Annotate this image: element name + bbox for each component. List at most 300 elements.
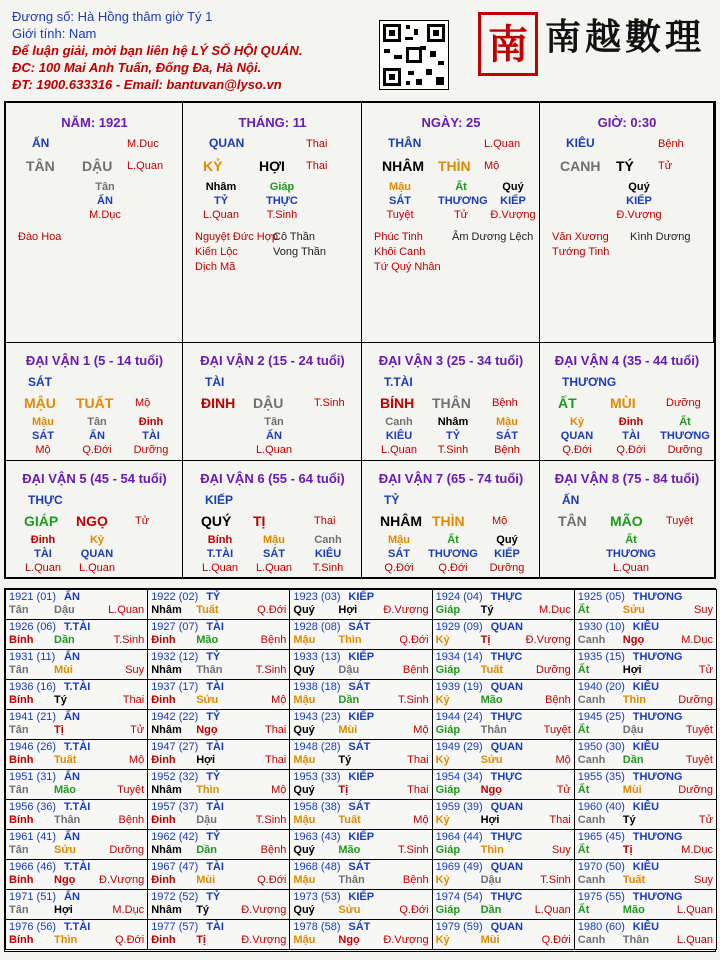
year-branch: Hợi [480,814,500,826]
year-stage: Dưỡng [109,844,145,856]
year-god: SÁT [348,861,371,873]
year-label: 1979 (59) [435,921,483,933]
year-stem: Ất [577,904,590,916]
year-branch: Ngọ [338,934,360,946]
luck-hidden: Ất [679,416,691,428]
year-god: TỶ [206,771,221,783]
year-stem: Quý [293,904,315,916]
year-branch: Tị [54,724,64,736]
pillar-cell [540,103,714,343]
annual-years-grid [4,588,716,952]
year-branch: Ngọ [54,874,76,886]
year-stage: Mộ [555,754,571,766]
luck-title: ĐẠI VẬN 1 (5 - 14 tuổi) [25,353,164,368]
year-stem: Nhâm [151,784,182,796]
year-branch: Dần [196,844,217,856]
pillar-cell [362,103,540,343]
year-branch: Ngọ [622,634,645,646]
year-stem: Nhâm [151,904,182,916]
luck-god: T.TÀI [384,375,413,389]
luck-stage: Bệnh [492,397,518,409]
year-stem: Canh [577,814,606,826]
qr-code-icon [379,20,449,90]
year-god: KIẾP [348,831,375,843]
year-branch: Hợi [196,754,216,766]
year-branch: Thân [480,724,507,736]
year-branch: Dậu [480,874,502,886]
year-label: 1943 (23) [293,711,341,723]
luck-hidden: L.Quan [78,562,116,574]
year-branch: Thìn [622,694,647,706]
year-stem: Canh [577,754,606,766]
year-branch: Sửu [54,844,77,856]
pillar-hidden-stem: Giáp [269,181,295,193]
luck-hidden: Nhâm [437,416,469,428]
year-branch: Mùi [622,784,642,796]
year-god: THỰC [490,651,523,663]
year-cell [147,859,290,890]
luck-stem: BÍNH [380,395,415,411]
year-god: KIẾP [348,651,375,663]
pillar-title: GIỜ: 0:30 [597,115,657,130]
year-god: KIÊU [632,741,660,753]
pillar-hidden-god: KIẾP [626,195,652,207]
luck-title: ĐẠI VẬN 2 (15 - 24 tuổi) [200,353,345,368]
year-cell [574,769,717,800]
year-label: 1959 (39) [435,801,483,813]
year-label: 1964 (44) [435,831,483,843]
year-stem: Bính [9,814,34,826]
year-stem: Kỷ [435,634,450,646]
pillar-cell [6,103,183,343]
pillar-cell [183,103,362,343]
year-stem: Mậu [293,694,316,706]
pillar-god: THÂN [388,136,422,150]
year-label: 1970 (50) [577,861,625,873]
year-stage: Tuyệt [543,724,571,736]
year-stem: Đinh [151,754,176,766]
luck-branch: MÃO [610,513,643,529]
year-god: TÀI [206,621,224,633]
luck-hidden: Canh [314,534,342,546]
year-label: 1931 (11) [9,651,56,663]
year-stage: T.Sinh [398,844,429,856]
year-god: TÀI [206,921,224,933]
pillar-star: Âm Dương Lệch [452,231,534,243]
year-stage: L.Quan [676,934,713,946]
year-god: ẤN [64,891,80,903]
year-branch: Tị [196,934,206,946]
year-stem: Mậu [293,874,316,886]
year-stage: Mộ [271,784,287,796]
year-stage: Bệnh [402,664,429,676]
year-cell [574,589,717,620]
year-cell [147,919,290,950]
year-god: SÁT [348,801,371,813]
year-label: 1963 (43) [293,831,341,843]
year-god: SÁT [348,741,371,753]
year-label: 1946 (26) [9,741,57,753]
year-god: ẤN [64,651,80,663]
year-branch: Tý [622,814,636,826]
year-cell [432,769,575,800]
year-stem: Canh [577,634,606,646]
year-god: TỶ [206,831,221,843]
year-branch: Hợi [338,604,358,616]
year-label: 1930 (10) [577,621,625,633]
year-cell [574,889,717,920]
year-label: 1950 (30) [577,741,625,753]
pillar-stem-stage: Bệnh [658,138,684,150]
year-branch: Mão [622,904,645,916]
year-branch: Dần [622,754,644,766]
year-stage: Q.Đới [114,934,145,946]
year-stage: Thai [407,754,429,766]
year-label: 1980 (60) [577,921,625,933]
year-label: 1969 (49) [435,861,483,873]
year-stem: Canh [577,874,606,886]
pillar-hidden-god: TỶ [213,195,229,207]
year-label: 1938 (18) [293,681,341,693]
luck-hidden: T.Sinh [312,562,344,574]
luck-hidden: QUAN [560,430,594,442]
luck-hidden: Ất [447,534,459,546]
year-branch: Tý [54,694,67,706]
luck-branch: DẬU [253,395,284,411]
year-cell [432,649,575,680]
year-branch: Tuất [196,604,219,616]
year-label: 1929 (09) [435,621,483,633]
pillar-god: ẤN [32,136,50,150]
year-god: THƯƠNG [632,771,683,783]
luck-hidden: Bính [207,534,233,546]
year-cell [147,739,290,770]
year-label: 1957 (37) [151,801,199,813]
year-cell [5,679,148,710]
year-stem: Nhâm [151,724,182,736]
year-branch: Tý [480,604,494,616]
year-branch: Dậu [54,604,75,616]
year-cell [147,589,290,620]
year-stage: Suy [551,844,571,856]
pillar-stem-stage: M.Dục [127,138,159,150]
year-god: TỶ [206,591,221,603]
year-label: 1945 (25) [577,711,625,723]
luck-cycle-cell [362,461,540,579]
year-label: 1953 (33) [293,771,341,783]
year-stage: Q.Đới [399,904,429,916]
luck-branch: NGỌ [76,513,108,529]
year-god: ẤN [64,771,80,783]
year-cell [432,829,575,860]
brand-title: 南越數理 [545,16,706,58]
year-stage: Tử [698,814,713,826]
year-cell [5,769,148,800]
year-cell [5,709,148,740]
luck-stage: Tuyệt [666,515,694,527]
luck-cycle-cell [6,343,183,461]
year-label: 1956 (36) [9,801,57,813]
year-stem: Quý [293,664,315,676]
luck-hidden: KIẾP [494,548,520,560]
year-stem: Ất [577,844,590,856]
year-god: SÁT [348,621,371,633]
year-stage: Đ.Vượng [383,604,429,616]
luck-hidden: Đinh [138,416,164,428]
year-cell [289,799,432,830]
year-cell [147,769,290,800]
year-branch: Tuất [54,754,77,766]
year-god: T.TÀI [64,861,91,873]
luck-hidden: Mậu [388,534,410,546]
owner-info [12,8,342,93]
year-branch: Mão [54,784,76,796]
year-branch: Hợi [622,664,642,676]
year-label: 1952 (32) [151,771,199,783]
year-cell [432,709,575,740]
year-branch: Ngọ [480,784,502,796]
year-branch: Dần [480,904,502,916]
luck-stage: Dưỡng [666,397,701,409]
luck-hidden: Mậu [496,416,518,428]
luck-hidden: TỶ [445,430,461,442]
bazi-board [4,101,716,579]
pillar-star: Kiến Lộc [195,246,238,258]
luck-hidden: SÁT [496,430,518,442]
year-branch: Sửu [196,694,219,706]
pillar-title: THÁNG: 11 [238,115,307,130]
year-god: KIÊU [632,921,660,933]
year-stage: Mộ [413,814,429,826]
pillar-star: Văn Xương [552,231,609,243]
year-cell [432,679,575,710]
luck-branch: THÌN [432,513,465,529]
pillar-title: NGÀY: 25 [421,115,481,130]
year-stem: Tân [9,724,29,736]
year-stem: Kỷ [435,754,450,766]
pillar-hidden-god: KIẾP [500,195,526,207]
year-label: 1944 (24) [435,711,483,723]
luck-god: THƯƠNG [562,375,617,389]
year-god: TỶ [206,891,221,903]
year-god: KIẾP [348,711,375,723]
year-god: KIẾP [348,891,375,903]
pillar-stem: KỶ [203,158,223,174]
year-label: 1975 (55) [577,891,625,903]
year-branch: Thìn [480,844,504,856]
year-stage: L.Quan [676,904,713,916]
luck-hidden: Tân [87,416,107,428]
luck-stage: T.Sinh [314,397,345,409]
year-label: 1928 (08) [293,621,341,633]
year-cell [574,619,717,650]
luck-stem: ĐINH [201,395,236,411]
luck-title: ĐẠI VẬN 8 (75 - 84 tuổi) [554,471,700,486]
luck-hidden: T.Sinh [437,444,469,456]
year-branch: Ngọ [196,724,218,736]
year-cell [432,799,575,830]
contact-address: ĐC: 100 Mai Anh Tuấn, Đống Đa, Hà Nội. [12,60,262,75]
year-label: 1922 (02) [151,591,199,603]
luck-hidden: Q.Đới [384,562,414,574]
year-stage: Q.Đới [257,874,287,886]
year-god: SÁT [348,921,371,933]
year-god: QUAN [490,621,523,633]
year-god: THỰC [490,891,523,903]
year-label: 1954 (34) [435,771,483,783]
luck-god: TỶ [384,493,400,507]
year-cell [289,619,432,650]
luck-cycle-cell [362,343,540,461]
year-label: 1921 (01) [9,591,57,603]
year-branch: Sửu [338,904,361,916]
year-branch: Dậu [622,724,644,736]
year-god: THỰC [490,771,523,783]
luck-hidden: L.Quan [255,562,293,574]
year-god: TỶ [206,651,221,663]
year-stem: Mậu [293,754,316,766]
year-stem: Canh [577,694,606,706]
year-stage: Q.Đới [257,604,287,616]
year-stage: Thai [122,694,145,706]
pillar-hidden-stem: Nhâm [205,181,237,193]
year-label: 1937 (17) [151,681,199,693]
year-stem: Canh [577,934,606,946]
luck-hidden: TÀI [34,548,52,560]
year-cell [574,709,717,740]
owner-name: Đương số: Hà Hồng thâm giờ Tý 1 [12,9,213,24]
luck-branch: THÂN [432,395,471,411]
year-stage: Đ.Vượng [525,634,571,646]
year-label: 1934 (14) [435,651,483,663]
pillar-hidden-stem: Mậu [389,181,411,193]
year-stage: L.Quan [108,604,145,616]
year-label: 1939 (19) [435,681,483,693]
year-stage: M.Dục [681,844,713,856]
year-stage: Tuyệt [685,754,713,766]
pillar-stem-stage: L.Quan [484,138,521,150]
luck-hidden: Kỷ [89,534,105,546]
luck-hidden: KIÊU [314,548,342,560]
year-label: 1926 (06) [9,621,57,633]
year-stage: Thai [549,814,571,826]
pillar-hidden-stage: L.Quan [202,209,240,221]
pillar-star: Đào Hoa [18,231,62,243]
year-branch: Dần [54,634,75,646]
pillar-hidden-god: SÁT [389,195,411,207]
year-god: QUAN [490,861,523,873]
year-label: 1966 (46) [9,861,57,873]
luck-stage: Thai [314,515,336,527]
year-branch: Sửu [622,604,645,616]
year-stem: Nhâm [151,664,182,676]
year-branch: Tị [622,844,633,856]
year-label: 1967 (47) [151,861,199,873]
year-cell [432,859,575,890]
year-cell [289,649,432,680]
year-stem: Tân [9,604,29,616]
pillar-hidden-god: THỰC [266,195,298,207]
luck-branch: TUẤT [76,395,114,411]
luck-cycle-cell [183,461,362,579]
year-god: THƯƠNG [632,651,683,663]
year-label: 1948 (28) [293,741,341,753]
luck-stage: Mộ [492,515,508,527]
pillar-branch-stage: Mộ [484,160,500,172]
year-stem: Quý [293,844,315,856]
year-stem: Mậu [293,934,316,946]
year-stage: Q.Đới [541,934,571,946]
year-cell [574,739,717,770]
year-god: KIẾP [348,771,375,783]
year-label: 1977 (57) [151,921,199,933]
year-cell [147,709,290,740]
pillar-hidden-god: ẤN [97,195,113,207]
year-label: 1972 (52) [151,891,199,903]
year-stage: T.Sinh [255,664,287,676]
year-cell [574,859,717,890]
luck-stem: ẤT [558,395,577,411]
pillar-hidden-stage: Tử [453,209,469,221]
year-stage: Mộ [271,694,287,706]
year-stem: Đinh [151,814,176,826]
year-label: 1924 (04) [435,591,483,603]
year-god: KIÊU [632,861,660,873]
year-branch: Dần [338,694,360,706]
pillar-hidden-stage: T.Sinh [266,209,298,221]
luck-stem: QUÝ [201,513,232,529]
luck-cycle-cell [540,461,714,579]
year-god: THƯƠNG [632,891,683,903]
year-stem: Đinh [151,634,176,646]
luck-hidden: L.Quan [24,562,62,574]
year-cell [289,589,432,620]
year-label: 1978 (58) [293,921,341,933]
luck-god: THỰC [28,493,63,507]
year-stem: Tân [9,784,29,796]
year-cell [432,739,575,770]
luck-hidden: Đinh [618,416,644,428]
year-branch: Thân [622,934,650,946]
luck-title: ĐẠI VẬN 3 (25 - 34 tuổi) [378,353,524,368]
year-cell [5,739,148,770]
year-cell [5,619,148,650]
year-stage: Thai [264,724,287,736]
luck-hidden: Dưỡng [667,444,703,456]
year-branch: Thân [54,814,81,826]
luck-hidden: L.Quan [255,444,293,456]
year-label: 1960 (40) [577,801,625,813]
year-stem: Giáp [435,904,461,916]
year-god: ẤN [64,831,80,843]
year-god: QUAN [490,921,523,933]
year-branch: Thìn [338,634,362,646]
luck-hidden: Đinh [30,534,56,546]
year-cell [5,829,148,860]
year-label: 1923 (03) [293,591,341,603]
luck-hidden: Quý [496,534,518,546]
year-stage: Bệnh [260,844,287,856]
year-cell [147,679,290,710]
year-cell [574,919,717,950]
pillar-hidden-god: THƯƠNG [438,195,488,207]
year-stem: Giáp [435,784,461,796]
year-god: THỰC [490,711,523,723]
luck-branch: MÙI [610,395,636,411]
year-cell [289,859,432,890]
year-label: 1936 (16) [9,681,57,693]
year-label: 1947 (27) [151,741,199,753]
